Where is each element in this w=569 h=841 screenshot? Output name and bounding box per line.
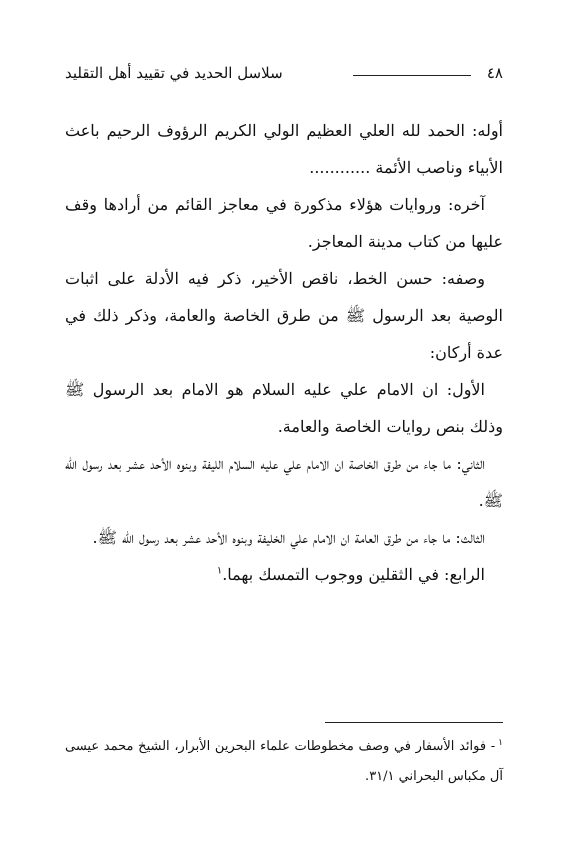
paragraph-description (65, 260, 503, 371)
footnote-text: - فوائد الأسفار في وصف مخطوطات علماء البحرين الأبرار، الشيخ محمد عيسى آل مكباس البحراني ٣١/١. (65, 739, 503, 784)
paragraph-opening (65, 112, 503, 186)
header-rule (353, 75, 471, 76)
paragraph-text: الرابع: في الثقلين ووجوب التمسك بهما. (222, 565, 485, 584)
page-header (65, 60, 503, 88)
paragraph-text: الثالث: ما جاء من طرق العامة ان الامام علي الخليفة وبنوه الأحد عشر بعد رسول الله ﷺ. (92, 528, 485, 547)
paragraph-pillar-1 (65, 371, 503, 445)
paragraph-pillar-3 (65, 519, 503, 556)
footnote (65, 732, 503, 792)
body-text (65, 112, 503, 593)
footnote-separator (325, 722, 503, 723)
paragraph-pillar-4 (65, 556, 503, 593)
paragraph-pillar-2 (65, 445, 503, 519)
paragraph-text: وصفه: حسن الخط، ناقص الأخير، ذكر فيه الأدلة على اثبات الوصية بعد الرسول ﷺ من طرق الخاصة والعامة، وذكر ذلك في عدة أركان: (65, 269, 503, 362)
paragraph-text: الأول: ان الامام علي عليه السلام هو الامام بعد الرسول ﷺ وذلك بنص روايات الخاصة والعامة. (65, 380, 503, 436)
paragraph-text: الثاني: ما جاء من طرق الخاصة ان الامام علي عليه السلام الليفة وبنوه الأحد عشر بعد رسول الله ﷺ. (65, 454, 503, 510)
footnote-reference[interactable]: ١ (216, 565, 223, 577)
footnote-number: ١ (498, 737, 503, 748)
running-title: سلاسل الحديد في تقييد أهل التقليد (65, 64, 283, 82)
page-number: ٤٨ (486, 64, 503, 82)
paragraph-text: أوله: الحمد لله العلي العظيم الولي الكريم الرؤوف الرحيم باعث الأبياء وناصب الأئمة ............ (65, 121, 503, 177)
paragraph-ending (65, 186, 503, 260)
paragraph-text: آخره: وروايات هؤلاء مذكورة في معاجز القائم من أرادها وقف عليها من كتاب مدينة المعاجز. (65, 195, 503, 251)
